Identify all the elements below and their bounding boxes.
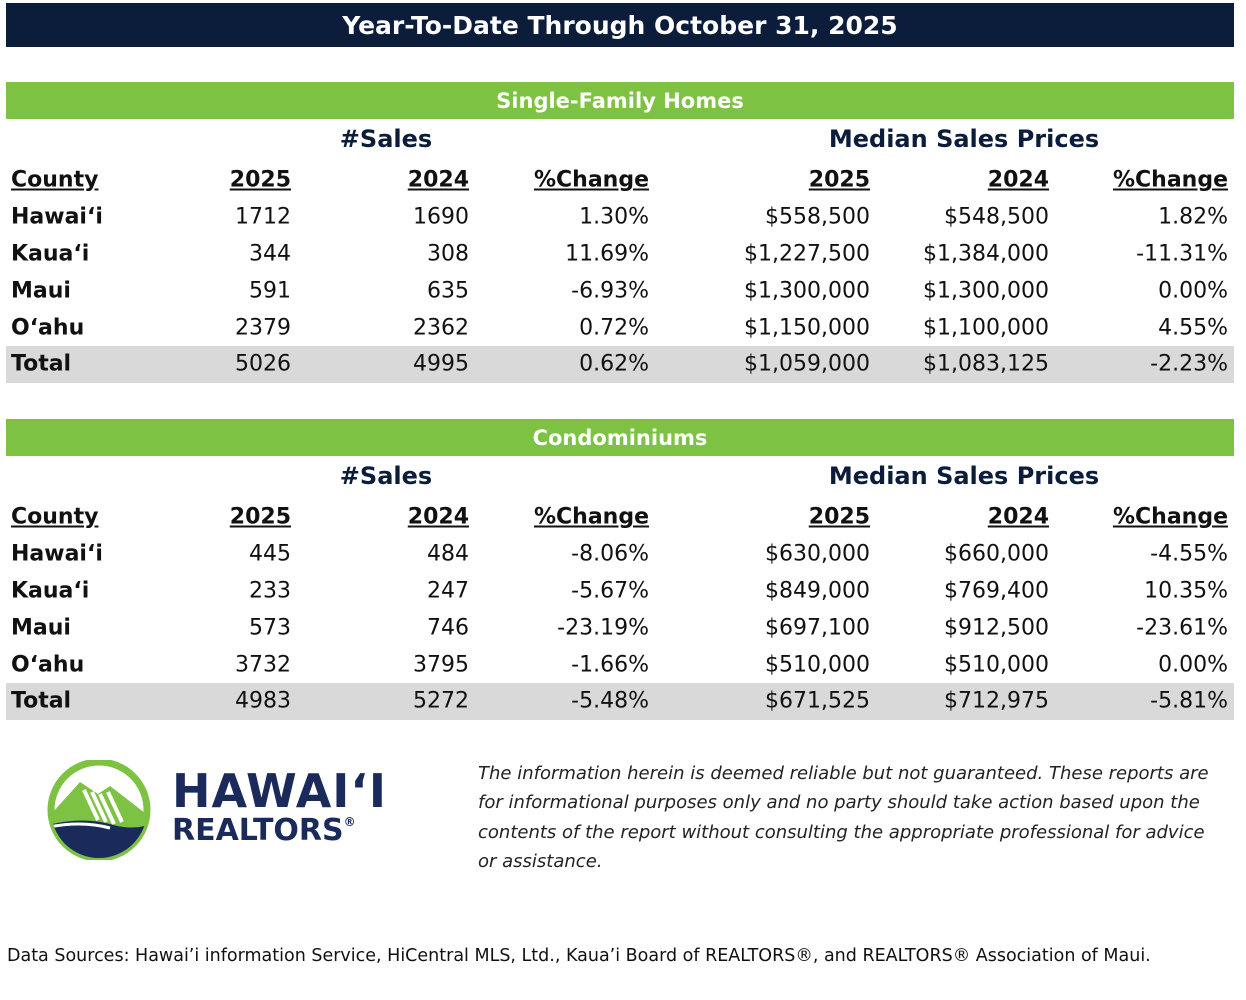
price-2024-cell: $1,384,000 [923, 241, 1049, 267]
header-price-change: %Change [1112, 167, 1228, 193]
county-cell: Kaua‘i [11, 241, 90, 267]
sales-change-cell: -1.66% [571, 652, 649, 678]
sales-2025-cell: 1712 [235, 204, 291, 230]
price-2025-cell: $1,150,000 [744, 315, 870, 341]
price-2025-cell: $558,500 [765, 204, 870, 230]
header-sales-2025: 2025 [229, 504, 291, 530]
price-change-cell: 10.35% [1144, 578, 1228, 604]
sales-2024-cell: 308 [427, 241, 469, 267]
header-price-2025: 2025 [808, 504, 870, 530]
sales-2024-cell: 4995 [413, 351, 469, 377]
table-row [6, 309, 1234, 346]
price-2025-cell: $849,000 [765, 578, 870, 604]
table-row [6, 573, 1234, 610]
sales-change-cell: 1.30% [579, 204, 649, 230]
price-2025-cell: $1,300,000 [744, 278, 870, 304]
condominiums-section [6, 419, 1234, 720]
sales-change-cell: 0.72% [579, 315, 649, 341]
county-cell: Kaua‘i [11, 578, 90, 604]
prices-group-label: Median Sales Prices [828, 125, 1100, 153]
price-change-cell: 1.82% [1158, 204, 1228, 230]
price-change-cell: 0.00% [1158, 652, 1228, 678]
price-2024-cell: $1,300,000 [923, 278, 1049, 304]
price-change-cell: -2.23% [1150, 351, 1228, 377]
section-title: Condominiums [6, 419, 1234, 456]
header-price-2025: 2025 [808, 167, 870, 193]
sales-2024-cell: 1690 [413, 204, 469, 230]
logo-text-hawaii: HAWAI‘I [172, 764, 388, 818]
price-2024-cell: $1,083,125 [923, 351, 1049, 377]
header-price-2024: 2024 [987, 167, 1049, 193]
price-change-cell: -23.61% [1136, 615, 1228, 641]
price-2024-cell: $1,100,000 [923, 315, 1049, 341]
section-title: Single-Family Homes [6, 82, 1234, 119]
price-2025-cell: $671,525 [765, 688, 870, 714]
data-sources-text: Data Sources: Hawai’i information Service, HiCentral MLS, Ltd., Kaua’i Board of REALTORS®, and REALTORS® Association of Maui. [7, 946, 1151, 966]
sales-change-cell: -8.06% [571, 541, 649, 567]
sales-change-cell: -23.19% [557, 615, 649, 641]
sales-2024-cell: 635 [427, 278, 469, 304]
sales-2024-cell: 484 [427, 541, 469, 567]
header-sales-2024: 2024 [407, 167, 469, 193]
price-change-cell: -11.31% [1136, 241, 1228, 267]
report-title: Year-To-Date Through October 31, 2025 [6, 3, 1234, 47]
price-2024-cell: $712,975 [944, 688, 1049, 714]
sales-2024-cell: 5272 [413, 688, 469, 714]
county-cell: O‘ahu [11, 652, 85, 678]
header-sales-2024: 2024 [407, 504, 469, 530]
price-change-cell: 4.55% [1158, 315, 1228, 341]
header-sales-change: %Change [533, 504, 649, 530]
group-header-row [6, 456, 1234, 499]
sales-group-label: #Sales [339, 125, 433, 153]
prices-group-label: Median Sales Prices [828, 462, 1100, 490]
sales-2024-cell: 3795 [413, 652, 469, 678]
table-row [6, 272, 1234, 309]
county-cell: Hawai‘i [11, 204, 103, 230]
price-2025-cell: $510,000 [765, 652, 870, 678]
registered-mark: ® [343, 815, 356, 829]
column-header-row [6, 499, 1234, 536]
sales-2025-cell: 2379 [235, 315, 291, 341]
sales-2025-cell: 591 [249, 278, 291, 304]
sales-2025-cell: 573 [249, 615, 291, 641]
table-row [6, 536, 1234, 573]
header-sales-2025: 2025 [229, 167, 291, 193]
table-row [6, 646, 1234, 683]
total-label: Total [11, 351, 72, 377]
table-row [6, 236, 1234, 273]
single-family-section [6, 82, 1234, 383]
county-cell: Maui [11, 615, 71, 641]
sales-change-cell: 11.69% [565, 241, 649, 267]
sales-change-cell: 0.62% [579, 351, 649, 377]
header-county: County [11, 167, 99, 193]
sales-2025-cell: 344 [249, 241, 291, 267]
sales-change-cell: -6.93% [571, 278, 649, 304]
price-2024-cell: $660,000 [944, 541, 1049, 567]
sales-2025-cell: 3732 [235, 652, 291, 678]
header-price-2024: 2024 [987, 504, 1049, 530]
total-row [6, 683, 1234, 720]
total-label: Total [11, 688, 72, 714]
price-2024-cell: $769,400 [944, 578, 1049, 604]
price-change-cell: -4.55% [1150, 541, 1228, 567]
county-cell: Maui [11, 278, 71, 304]
price-2025-cell: $1,227,500 [744, 241, 870, 267]
sales-change-cell: -5.48% [571, 688, 649, 714]
group-header-row [6, 119, 1234, 162]
sales-2024-cell: 247 [427, 578, 469, 604]
header-county: County [11, 504, 99, 530]
sales-2025-cell: 233 [249, 578, 291, 604]
price-2025-cell: $630,000 [765, 541, 870, 567]
price-2024-cell: $912,500 [944, 615, 1049, 641]
price-2025-cell: $1,059,000 [744, 351, 870, 377]
sales-group-label: #Sales [339, 462, 433, 490]
price-change-cell: -5.81% [1150, 688, 1228, 714]
county-cell: Hawai‘i [11, 541, 103, 567]
column-header-row [6, 162, 1234, 199]
price-2024-cell: $510,000 [944, 652, 1049, 678]
disclaimer-text: The information herein is deemed reliable but not guaranteed. These reports are for informational purposes only and no party should take action based upon the contents of the report without consulting the appropriate professional for advice or assistance. [478, 763, 1209, 872]
table-row [6, 199, 1234, 236]
sales-2025-cell: 445 [249, 541, 291, 567]
table-row [6, 609, 1234, 646]
logo-realtors-word: REALTORS [172, 813, 344, 848]
price-2024-cell: $548,500 [944, 204, 1049, 230]
sales-change-cell: -5.67% [571, 578, 649, 604]
price-change-cell: 0.00% [1158, 278, 1228, 304]
sales-2025-cell: 4983 [235, 688, 291, 714]
header-sales-change: %Change [533, 167, 649, 193]
total-row [6, 346, 1234, 383]
sales-2025-cell: 5026 [235, 351, 291, 377]
hawaii-realtors-logo [40, 758, 388, 862]
header-price-change: %Change [1112, 504, 1228, 530]
mountain-wave-logo-icon [40, 760, 158, 860]
logo-text-realtors [172, 813, 356, 848]
county-cell: O‘ahu [11, 315, 85, 341]
sales-2024-cell: 2362 [413, 315, 469, 341]
price-2025-cell: $697,100 [765, 615, 870, 641]
sales-2024-cell: 746 [427, 615, 469, 641]
